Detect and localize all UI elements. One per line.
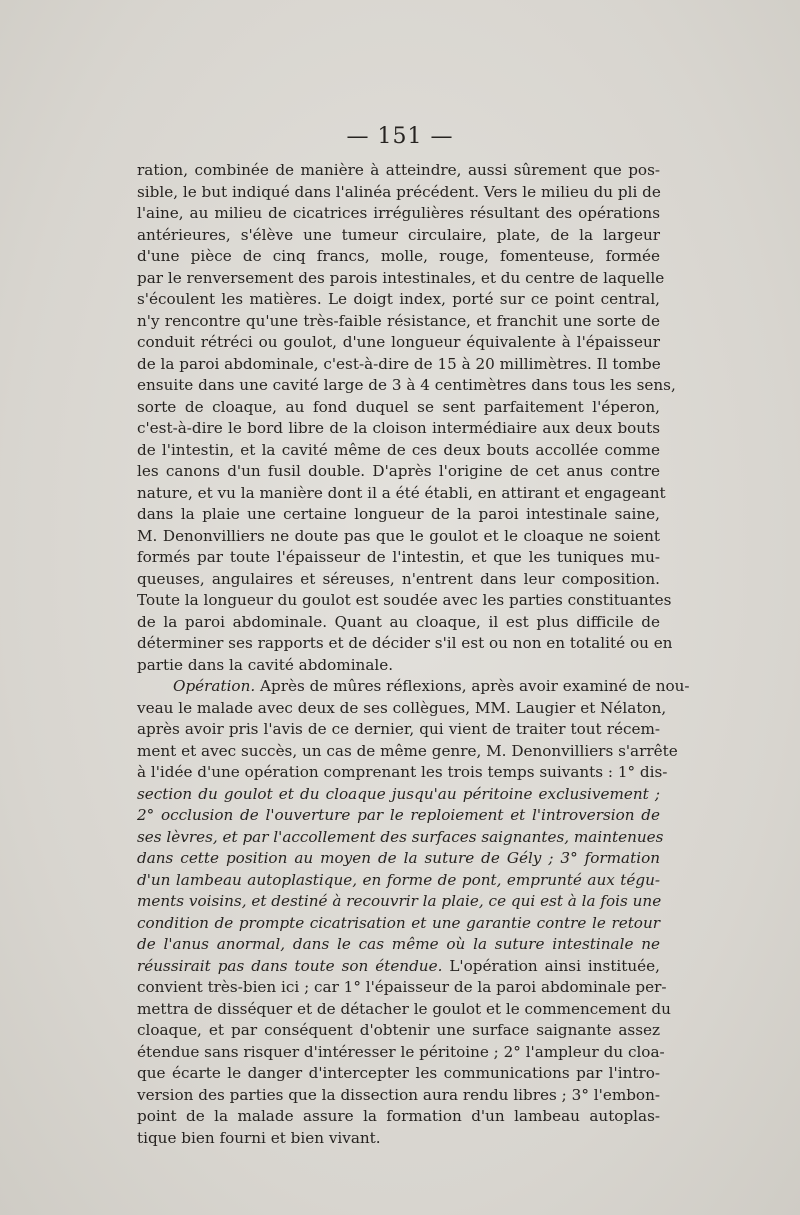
body-text — [137, 160, 690, 1149]
text-line: l'aine, au milieu de cicatrices irrégulières résultant des opérations — [137, 204, 660, 222]
text-line-italic: de l'anus anormal, dans le cas même où la suture intestinale ne — [137, 935, 660, 953]
text-line-operation — [137, 676, 690, 698]
text-line-italic: condition de prompte cicatrisation et une garantie contre le retour — [137, 913, 660, 932]
text-line: d'une pièce de cinq francs, molle, rouge, fomenteuse, formée — [137, 247, 660, 265]
text-line: de la paroi abdominale. Quant au cloaque, il est plus difficile de — [137, 612, 660, 631]
text-line: dans la plaie une certaine longueur de la paroi intestinale saine, — [137, 505, 660, 523]
text-line-italic: 2° occlusion de l'ouverture par le reploiement et l'introversion de — [137, 806, 660, 824]
text-line: M. Denonvilliers ne doute pas que le goulot et le cloaque ne soient — [137, 526, 660, 545]
text-line: par le renversement des parois intestinales, et du centre de laquelle — [137, 268, 665, 287]
text-line-italic: d'un lambeau autoplastique, en forme de pont, emprunté aux tégu- — [137, 870, 660, 889]
text-line: partie dans la cavité abdominale. — [137, 655, 394, 674]
text-line: queuses, angulaires et séreuses, n'entrent dans leur composition. — [137, 569, 660, 588]
text-line: sible, le but indiqué dans l'alinéa précédent. Vers le milieu du pli de — [137, 182, 661, 201]
page-number: — 151 — — [346, 124, 454, 149]
text-line: de la paroi abdominale, c'est-à-dire de 15 à 20 millimètres. Il tombe — [137, 354, 661, 373]
text-line: s'écoulent les matières. Le doigt index, porté sur ce point central, — [137, 290, 660, 308]
text-line: les canons d'un fusil double. D'après l'origine de cet anus contre — [137, 462, 660, 480]
section-heading: Opération. — [173, 677, 256, 695]
text-line-italic: ses lèvres, et par l'accollement des surfaces saignantes, maintenues — [137, 827, 664, 846]
text-line: mettra de disséquer et de détacher le goulot et le commencement du — [137, 999, 671, 1018]
text-line-mixed — [137, 956, 660, 978]
text-line: sorte de cloaque, au fond duquel se sent parfaitement l'éperon, — [137, 397, 660, 416]
text-segment-italic: réussirait pas dans toute son étendue. — [137, 956, 443, 975]
text-line: de l'intestin, et la cavité même de ces deux bouts accollée comme — [137, 440, 660, 459]
text-segment: Après de mûres réflexions, après avoir examiné de nou- — [255, 677, 690, 695]
text-line: que écarte le danger d'intercepter les communications par l'intro- — [137, 1064, 660, 1082]
text-segment: L'opération ainsi instituée, — [442, 956, 660, 975]
text-line: ration, combinée de manière à atteindre, aussi sûrement que pos- — [137, 161, 660, 179]
text-line: conduit rétréci ou goulot, d'une longueur équivalente à l'épaisseur — [137, 333, 660, 351]
text-line-italic: ments voisins, et destiné à recouvrir la plaie, ce qui est à la fois une — [137, 892, 662, 910]
text-line: à l'idée d'une opération comprenant les trois temps suivants : 1° dis- — [137, 763, 668, 781]
text-line: Toute la longueur du goulot est soudée avec les parties constituantes — [137, 591, 672, 609]
text-line: ensuite dans une cavité large de 3 à 4 centimètres dans tous les sens, — [137, 376, 676, 394]
text-line: formés par toute l'épaisseur de l'intestin, et que les tuniques mu- — [137, 548, 660, 566]
text-line: antérieures, s'élève une tumeur circulaire, plate, de la largeur — [137, 225, 660, 244]
text-line: ment et avec succès, un cas de même genre, M. Denonvilliers s'arrête — [137, 741, 678, 760]
text-line: version des parties que la dissection aura rendu libres ; 3° l'embon- — [137, 1085, 660, 1104]
text-line: c'est-à-dire le bord libre de la cloison intermédiaire aux deux bouts — [137, 419, 660, 437]
text-line-italic: section du goulot et du cloaque jusqu'au péritoine exclusivement ; — [137, 784, 660, 803]
text-line: tique bien fourni et bien vivant. — [137, 1128, 381, 1147]
text-line: étendue sans risquer d'intéresser le péritoine ; 2° l'ampleur du cloa- — [137, 1042, 665, 1061]
text-line: déterminer ses rapports et de décider s'il est ou non en totalité ou en — [137, 634, 673, 652]
text-line: cloaque, et par conséquent d'obtenir une surface saignante assez — [137, 1021, 660, 1039]
text-line: n'y rencontre qu'une très-faible résistance, et franchit une sorte de — [137, 311, 660, 330]
text-line: après avoir pris l'avis de ce dernier, qui vient de traiter tout récem- — [137, 720, 660, 738]
text-line: veau le malade avec deux de ses collègues, MM. Laugier et Nélaton, — [137, 698, 667, 717]
text-line: nature, et vu la manière dont il a été établi, en attirant et engageant — [137, 483, 666, 502]
text-line: point de la malade assure la formation d'un lambeau autoplas- — [137, 1107, 660, 1125]
text-line: convient très-bien ici ; car 1° l'épaisseur de la paroi abdominale per- — [137, 978, 667, 996]
text-line-italic: dans cette position au moyen de la suture de Gély ; 3° formation — [137, 849, 660, 867]
